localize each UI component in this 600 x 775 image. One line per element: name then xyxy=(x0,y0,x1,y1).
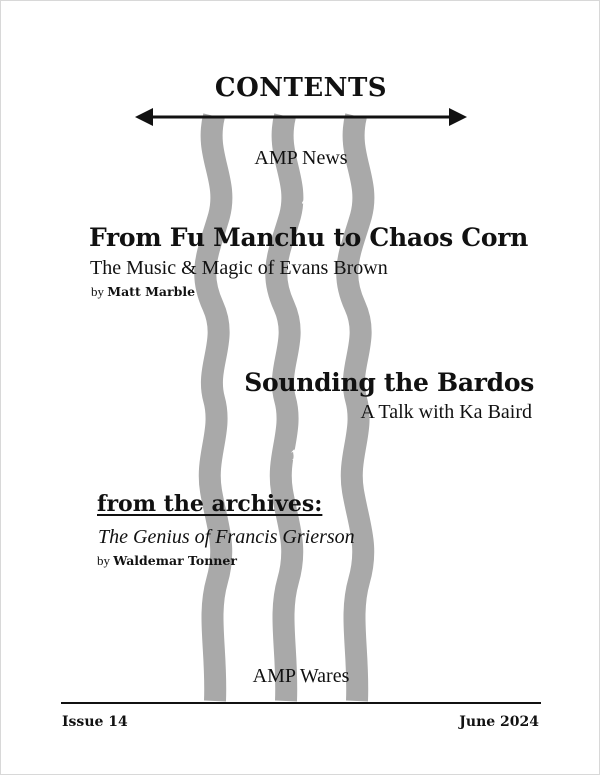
byline xyxy=(91,284,195,300)
amp-news-entry: AMP News xyxy=(254,147,348,169)
byline xyxy=(97,553,237,569)
byline-prefix: by xyxy=(91,284,104,299)
double-arrow-icon xyxy=(135,106,467,128)
wavy-stripe-left xyxy=(205,116,221,701)
article-subtitle: A Talk with Ka Baird xyxy=(360,401,532,423)
issue-number: Issue 14 xyxy=(62,714,128,730)
article-title: The Genius of Francis Grierson xyxy=(98,526,355,548)
author-name: Matt Marble xyxy=(107,284,196,299)
page-number: 34 xyxy=(295,603,313,622)
footer-divider xyxy=(61,702,541,704)
article-subtitle: The Music & Magic of Evans Brown xyxy=(90,257,388,279)
byline-prefix: by xyxy=(97,553,110,568)
page-number: 4 xyxy=(300,193,310,210)
amp-wares-entry: AMP Wares xyxy=(252,665,350,687)
wavy-stripe-middle xyxy=(276,116,292,701)
article-title: From Fu Manchu to Chaos Corn xyxy=(89,223,529,252)
article-title: Sounding the Bardos xyxy=(244,368,534,397)
contents-heading: CONTENTS xyxy=(214,73,388,103)
section-label: from the archives: xyxy=(97,491,323,517)
issue-date: June 2024 xyxy=(459,714,539,730)
author-name: Waldemar Tonner xyxy=(113,553,237,568)
page-number: 15 xyxy=(288,445,307,464)
page-number: 5 xyxy=(301,323,311,340)
